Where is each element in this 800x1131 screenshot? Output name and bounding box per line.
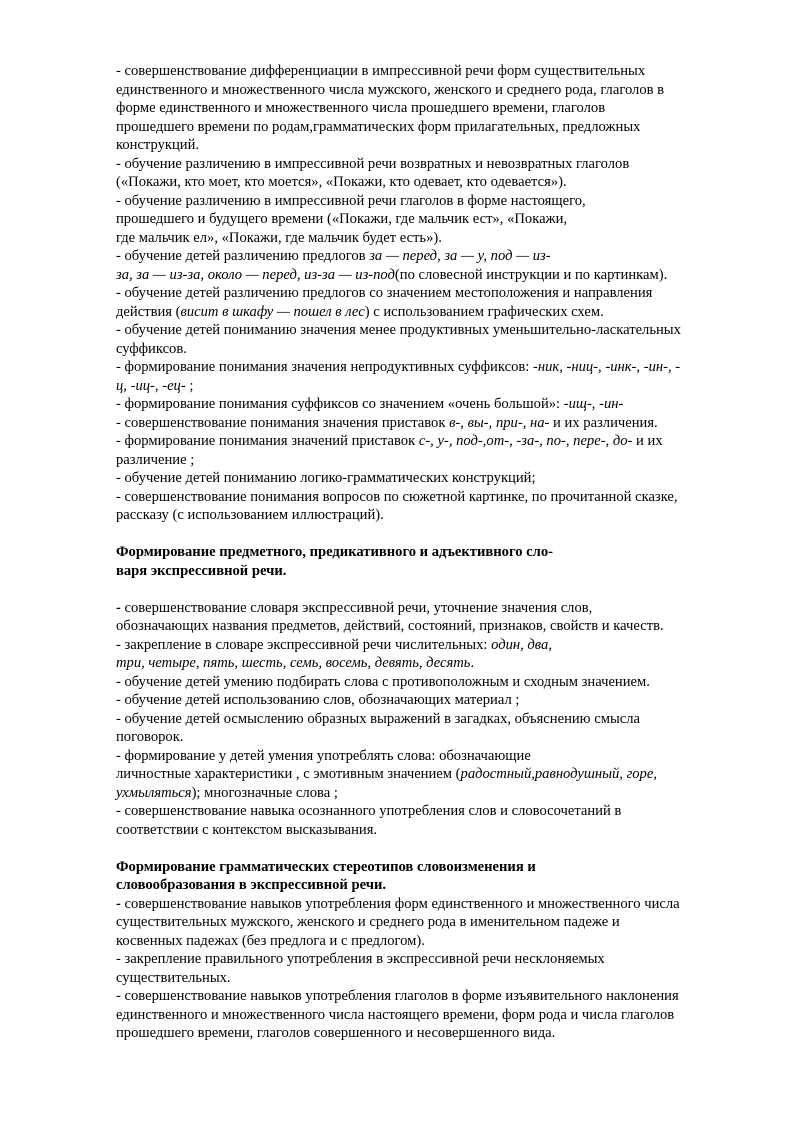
paragraph-gap	[116, 525, 766, 544]
text-line: - закрепление правильного употребления в экспрессивной речи несклоняемых	[116, 951, 605, 967]
text-line: - обучение детей различению предлогов со значением местоположения и направления	[116, 285, 653, 301]
section-heading: словообразования в экспрессивной речи.	[116, 877, 386, 893]
text-line: прошедшего времени, глаголов совершенного и несовершенного вида.	[116, 1025, 556, 1041]
text-line	[116, 414, 766, 433]
grammar-section	[116, 858, 766, 1043]
italic-examples: в-, вы-, при-, на-	[449, 414, 550, 431]
text-line	[116, 895, 766, 914]
text-line: («Покажи, кто моет, кто моется», «Покажи, кто одевает, кто одевается»).	[116, 174, 567, 190]
text-line: - обучение детей использованию слов, обозначающих материал ;	[116, 692, 520, 708]
text-span: и их различения.	[549, 414, 658, 431]
text-line: - совершенствование навыка осознанного употребления слов и словосочетаний в	[116, 803, 622, 819]
section-heading: Формирование грамматических стереотипов словоизменения и	[116, 858, 536, 875]
impressive-speech-list	[116, 62, 766, 525]
text-line: различение ;	[116, 451, 195, 468]
text-line	[116, 599, 766, 618]
bold-dash: -	[116, 895, 121, 912]
text-line: - формирование у детей умения употреблять слова: обозначающие	[116, 747, 531, 764]
text-span: (по словесной инструкции и по картинкам).	[394, 266, 668, 283]
text-line: существительных.	[116, 969, 231, 986]
text-line: - совершенствование понимания вопросов по сюжетной картинке, по прочитанной сказке,	[116, 488, 678, 505]
italic-examples: -ищ-, -ин-	[563, 396, 624, 412]
paragraph-gap	[116, 580, 766, 599]
text-line	[116, 784, 766, 803]
text-span: - совершенствование понимания значения приставок	[116, 414, 450, 431]
text-span: - формирование понимания суффиксов со значением «очень большой»:	[116, 396, 564, 412]
text-line	[116, 377, 766, 396]
text-line	[116, 395, 766, 414]
text-line: соответствии с контекстом высказывания.	[116, 821, 378, 838]
text-line: суффиксов.	[116, 340, 187, 357]
text-line: прошедшего времени по родам,грамматических форм прилагательных, предложных	[116, 118, 641, 135]
section-heading: варя экспрессивной речи.	[116, 562, 287, 579]
text-line: косвенных падежах (без предлога и с предлогом).	[116, 932, 425, 949]
text-line: - обучение детей умению подбирать слова с противоположным и сходным значением.	[116, 673, 650, 690]
vocabulary-section	[116, 543, 766, 839]
text-span: .	[470, 655, 475, 671]
text-line	[116, 432, 766, 451]
section-heading: Формирование предметного, предикативного и адъективного сло-	[116, 544, 553, 560]
text-line	[116, 303, 766, 322]
text-line: единственного и множественного числа настоящего времени, форм рода и числа глаголов	[116, 1006, 675, 1023]
paragraph-gap	[116, 839, 766, 858]
text-line	[116, 247, 766, 266]
text-line: - совершенствование дифференциации в импрессивной речи форм существительных	[116, 63, 646, 79]
text-line: - обучение различению в импрессивной речи возвратных и невозвратных глаголов	[116, 155, 630, 172]
italic-examples: -ник, -ниц-, -инк-, -ин-, -	[532, 359, 681, 375]
text-line	[116, 266, 766, 285]
text-span: совершенствование словаря экспрессивной речи, уточнение значения слов,	[120, 599, 593, 616]
italic-examples: за — перед, за — у, под — из-	[369, 248, 551, 264]
text-span: совершенствование навыков употребления форм единственного и множественного числа	[120, 895, 680, 912]
text-span: ) с использованием графических схем.	[364, 303, 604, 320]
italic-examples: за, за — из-за, около — перед, из-за — из-под	[116, 266, 395, 283]
italic-examples: ц, -иц-, -ец-	[116, 377, 186, 394]
italic-examples: с-, у-, под-,от-, -за-, по-, пере-, до-	[418, 433, 633, 449]
text-line: - обучение различению в импрессивной речи глаголов в форме настоящего,	[116, 192, 586, 209]
text-line	[116, 654, 766, 673]
text-line: - совершенствование навыков употребления глаголов в форме изъявительного наклонения	[116, 988, 679, 1004]
bold-dash: -	[116, 599, 121, 616]
text-line: конструкций.	[116, 137, 200, 153]
text-line	[116, 636, 766, 655]
italic-examples: висит в шкафу — пошел в лес	[180, 303, 365, 320]
text-span: ); многозначные слова ;	[191, 784, 338, 801]
text-span: - обучение детей различению предлогов	[116, 248, 370, 264]
text-line: рассказу (с использованием иллюстраций).	[116, 507, 384, 523]
italic-examples: радостный,равнодушный, горе,	[460, 766, 657, 782]
italic-examples: три, четыре, пять, шесть, семь, восемь, девять, десять	[116, 655, 471, 671]
text-line: где мальчик ел», «Покажи, где мальчик будет есть»).	[116, 229, 442, 246]
text-line: поговорок.	[116, 729, 184, 745]
text-span: действия (	[116, 303, 181, 320]
text-span: и их	[632, 433, 663, 449]
text-span: ;	[185, 377, 194, 394]
text-line: прошедшего и будущего времени («Покажи, где мальчик ест», «Покажи,	[116, 211, 568, 227]
text-line: обозначающих названия предметов, действий, состояний, признаков, свойств и качеств.	[116, 618, 664, 634]
text-line: существительных мужского, женского и среднего рода в именительном падеже и	[116, 914, 620, 930]
italic-examples: один, два,	[491, 636, 552, 653]
document-page	[116, 62, 766, 1043]
text-line: единственного и множественного числа мужского, женского и среднего рода, глаголов в	[116, 81, 665, 98]
text-line: форме единственного и множественного числа прошедшего времени, глаголов	[116, 100, 606, 116]
text-line: - обучение детей пониманию логико-грамматических конструкций;	[116, 470, 536, 486]
text-line	[116, 358, 766, 377]
text-line: - обучение детей пониманию значения менее продуктивных уменьшительно-ласкательных	[116, 322, 681, 338]
text-span: - закрепление в словаре экспрессивной речи числительных:	[116, 636, 492, 653]
text-span: личностные характеристики , с эмотивным значением (	[116, 766, 461, 782]
italic-examples: ухмыляться	[116, 784, 192, 801]
text-span: - формирование понимания значения непродуктивных суффиксов:	[116, 359, 533, 375]
text-line	[116, 765, 766, 784]
text-span: - формирование понимания значений приставок	[116, 433, 419, 449]
text-line: - обучение детей осмыслению образных выражений в загадках, объяснению смысла	[116, 710, 640, 727]
